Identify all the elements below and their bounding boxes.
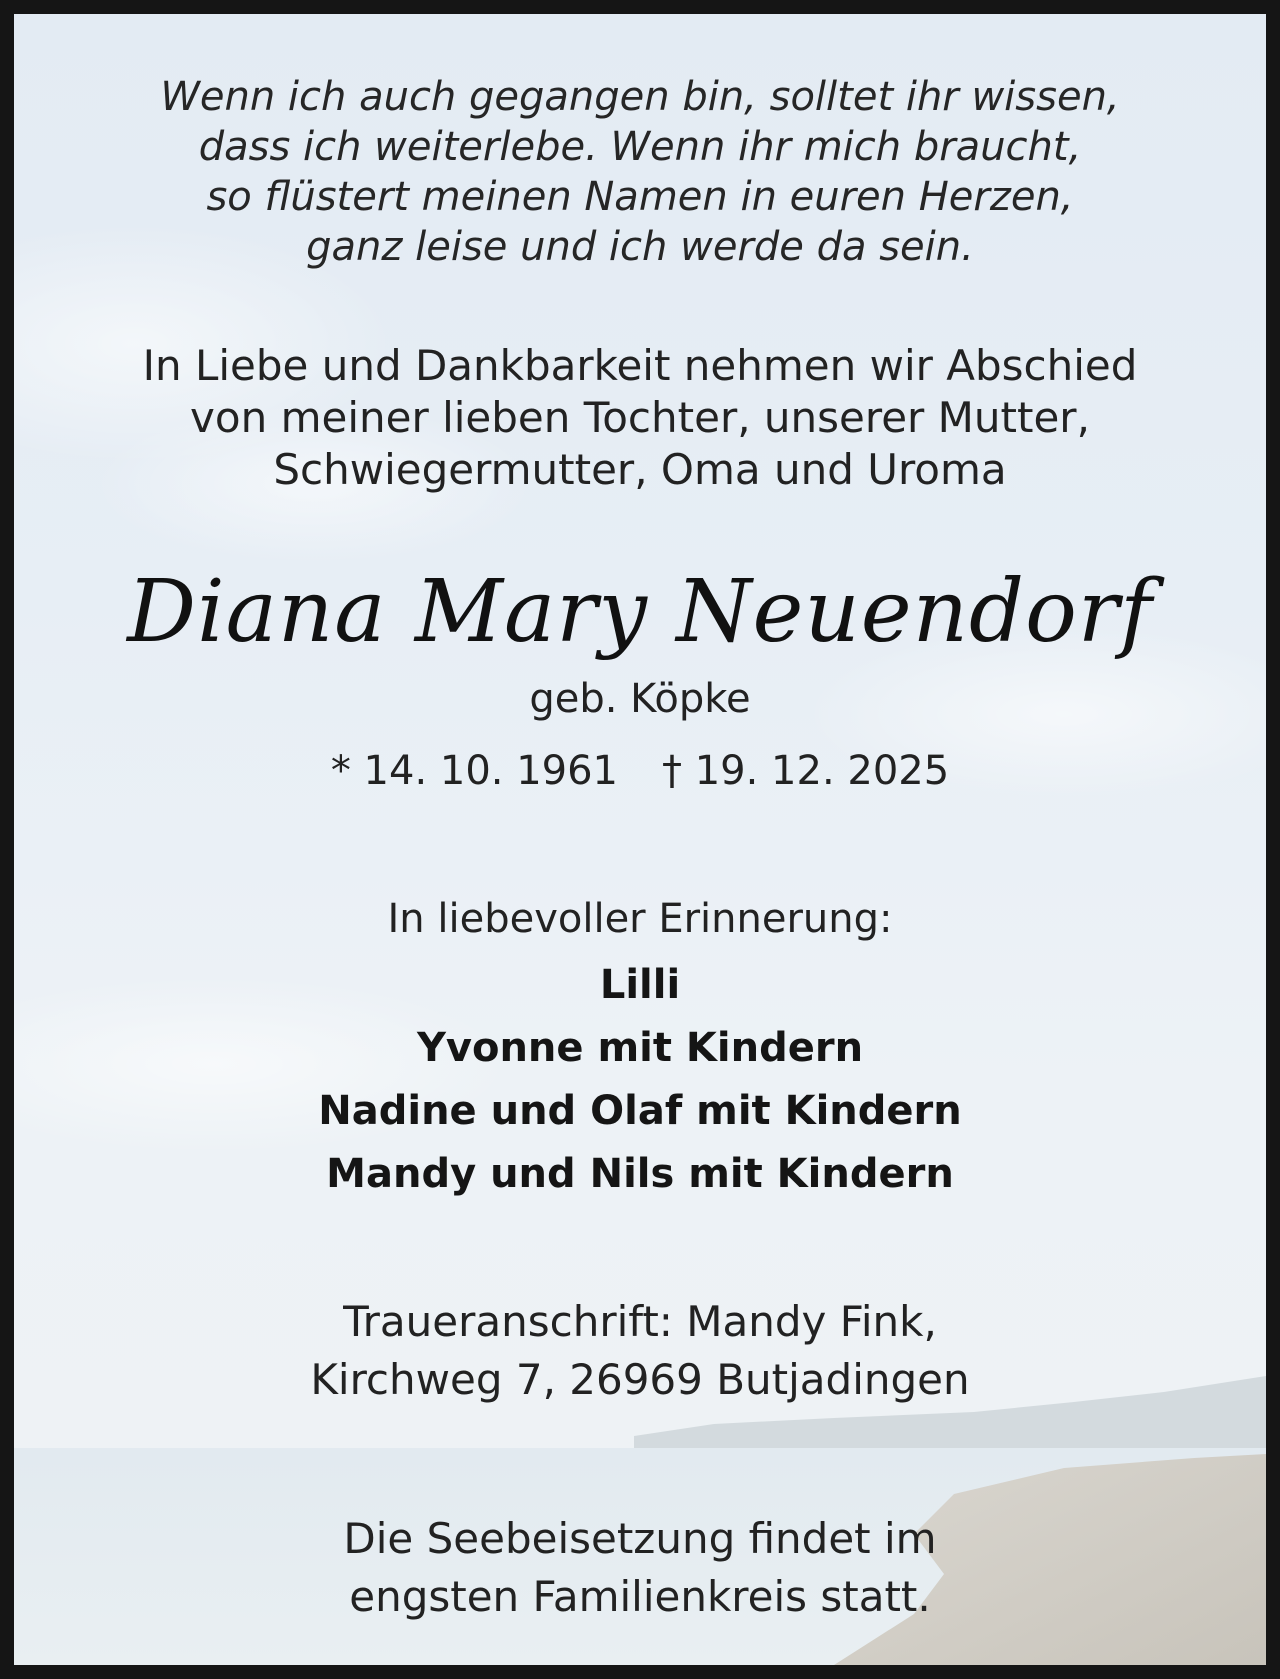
- mourning-address: [14, 1293, 1266, 1409]
- farewell-line: von meiner lieben Tochter, unserer Mutter,: [190, 393, 1090, 442]
- mourner-name: Lilli: [599, 962, 681, 1008]
- mourner-name: Nadine und Olaf mit Kindern: [318, 1088, 962, 1134]
- mourners-list: [14, 954, 1266, 1206]
- birth-date: * 14. 10. 1961: [330, 748, 618, 794]
- poem-line: dass ich weiterlebe. Wenn ihr mich braucht,: [198, 124, 1082, 170]
- burial-line: Die Seebeisetzung findet im: [343, 1514, 937, 1563]
- maiden-name: geb. Köpke: [529, 676, 751, 722]
- poem-line: Wenn ich auch gegangen bin, solltet ihr wissen,: [160, 74, 1120, 120]
- farewell-line: In Liebe und Dankbarkeit nehmen wir Abschied: [142, 341, 1138, 390]
- mourner-name: Mandy und Nils mit Kindern: [326, 1151, 954, 1197]
- address-line: Kirchweg 7, 26969 Butjadingen: [310, 1355, 970, 1404]
- notice-content: [14, 14, 1266, 1665]
- memory-heading: In liebevoller Erinnerung:: [387, 896, 893, 942]
- farewell-line: Schwiegermutter, Oma und Uroma: [273, 445, 1007, 494]
- death-date: † 19. 12. 2025: [662, 748, 950, 794]
- poem-line: ganz leise und ich werde da sein.: [306, 224, 974, 270]
- life-dates: [14, 746, 1266, 796]
- farewell-text: [54, 340, 1226, 496]
- poem-line: so flüstert meinen Namen in euren Herzen,: [206, 174, 1074, 220]
- mourner-name: Yvonne mit Kindern: [416, 1025, 864, 1071]
- address-line: Traueranschrift: Mandy Fink,: [343, 1297, 937, 1346]
- deceased-name: Diana Mary Neuendorf: [127, 562, 1153, 662]
- burial-line: engsten Familienkreis statt.: [349, 1572, 931, 1621]
- memorial-poem: [74, 72, 1206, 272]
- burial-note: [14, 1510, 1266, 1626]
